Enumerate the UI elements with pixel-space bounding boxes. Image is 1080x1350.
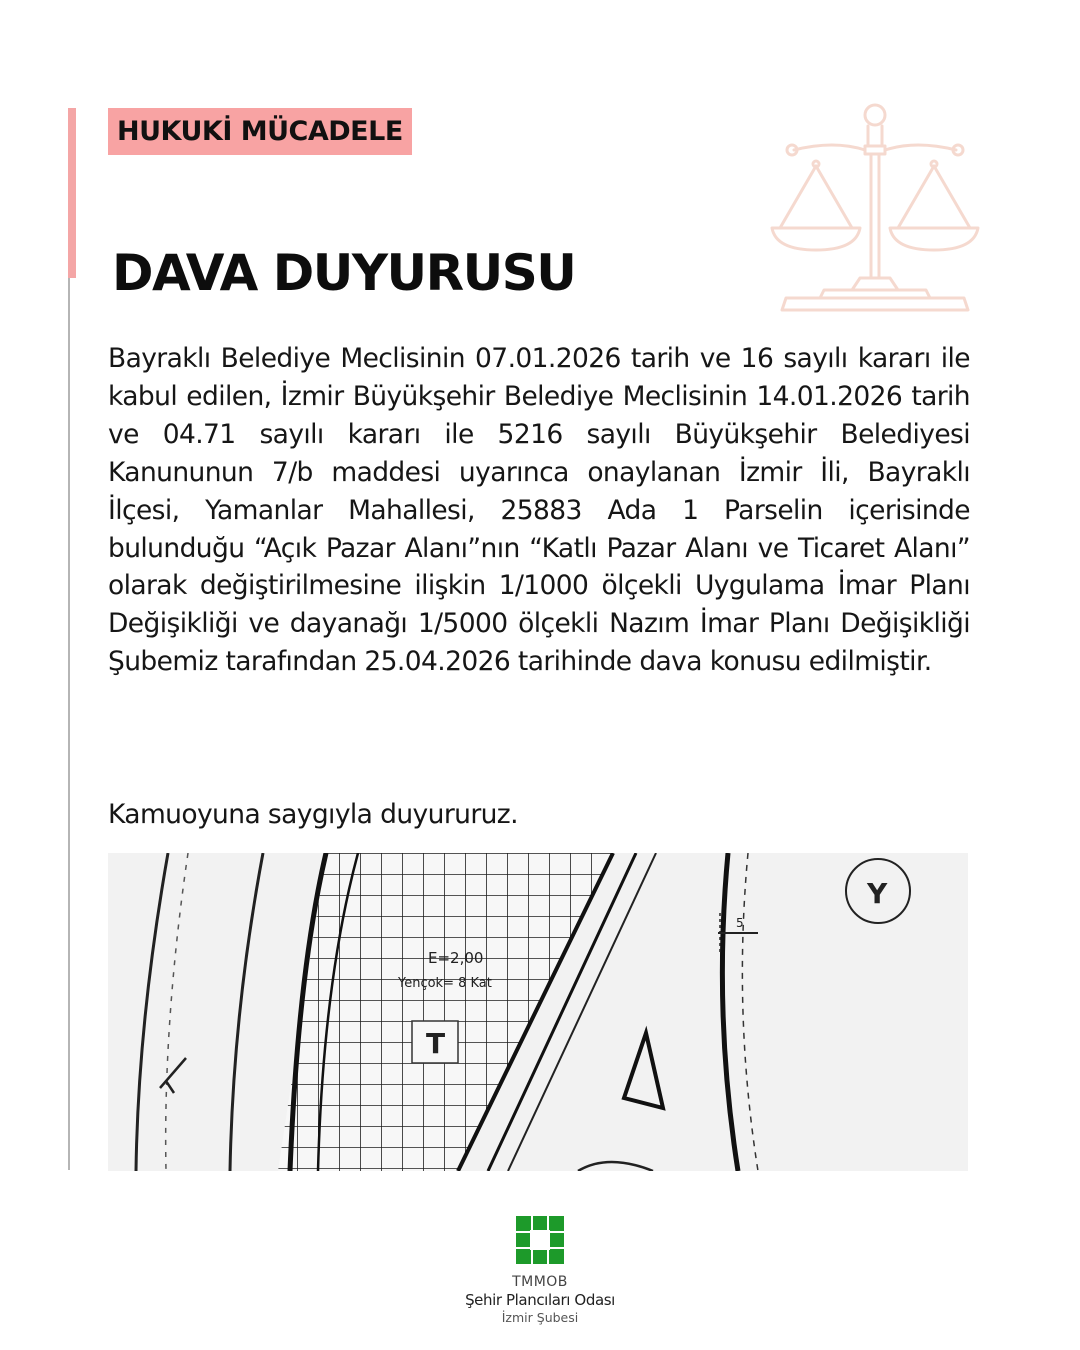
tmmob-square-logo-icon xyxy=(516,1216,564,1264)
zoning-plan-image xyxy=(108,853,968,1171)
map-height-label: Yençok= 8 Kat xyxy=(398,976,492,991)
org-name: Şehir Plancıları Odası xyxy=(465,1291,615,1309)
category-label: HUKUKİ MÜCADELE xyxy=(117,116,403,147)
footer-logo xyxy=(432,1216,648,1331)
page-title: DAVA DUYURUSU xyxy=(112,244,576,302)
map-zone-letter: T xyxy=(426,1027,446,1060)
map-edge-number: 5 xyxy=(736,916,744,930)
left-divider-line xyxy=(68,278,70,1170)
org-branch: İzmir Şubesi xyxy=(501,1310,579,1325)
announcement-text: Bayraklı Belediye Meclisinin 07.01.2026 tarih ve 16 sayılı kararı ile kabul edilen, İzmir Büyükşehir Belediye Meclisinin 14.01.2026 tarih ve 04.71 sayılı kararı ile 5216 sayılı Büyükşehir Belediyesi Kanununun 7/b maddesi uyarınca onaylanan İzmir İli, Bayraklı İlçesi, Yamanlar Mahallesi, 25883 Ada 1 Parselin içerisinde bulunduğu “Açık Pazar Alanı”nın “Katlı Pazar Alanı ve Ticaret Alanı” olarak değiştirilmesine ilişkin 1/1000 ölçekli Uygulama İmar Planı Değişikliği ve dayanağı 1/5000 ölçekli Nazım İmar Planı Değişikliği Şubemiz tarafından 25.04.2026 tarihinde dava konusu edilmiştir. xyxy=(108,343,970,678)
left-accent-bar xyxy=(68,108,76,278)
org-acronym: TMMOB xyxy=(512,1274,568,1290)
closing-line: Kamuoyuna saygıyla duyururuz. xyxy=(108,799,518,830)
category-badge xyxy=(108,108,412,155)
map-circle-letter: Y xyxy=(867,877,888,910)
scales-of-justice-icon xyxy=(764,98,986,320)
map-emsal-label: E=2,00 xyxy=(428,949,484,967)
